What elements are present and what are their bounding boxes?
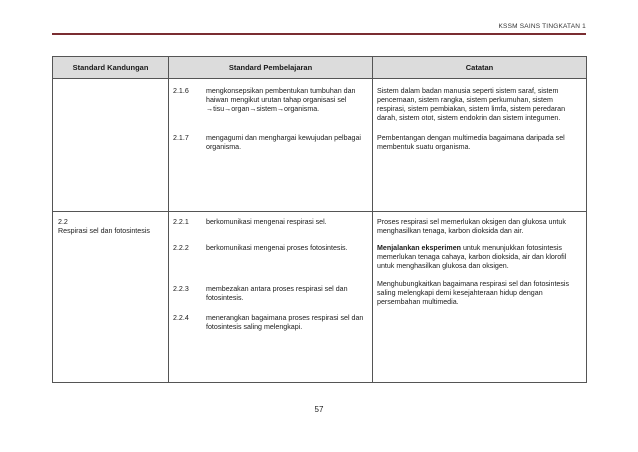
pembelajaran-cell: [169, 212, 373, 383]
learning-item: [169, 218, 372, 227]
catatan-note: [373, 87, 586, 123]
learning-text: mengkonsepsikan pembentukan tumbuhan dan haiwan mengikut urutan tahap organisasi sel →tisu→organ→sistem→organisma.: [206, 87, 356, 113]
learning-code: 2.2.3: [173, 285, 189, 293]
learning-item: [169, 285, 372, 303]
page-number: 57: [314, 405, 324, 414]
learning-item: [169, 244, 372, 253]
catatan-cell: [373, 212, 587, 383]
table-header-row: [53, 57, 587, 79]
learning-text: berkomunikasi mengenai respirasi sel.: [206, 218, 327, 226]
catatan-note: [373, 134, 586, 152]
learning-code: 2.2.2: [173, 244, 189, 252]
learning-text: menerangkan bagaimana proses respirasi sel dan fotosintesis saling melengkapi.: [206, 314, 364, 331]
learning-text: membezakan antara proses respirasi sel dan fotosintesis.: [206, 285, 348, 302]
table-row: [53, 79, 587, 212]
catatan-note-bold: Menjalankan eksperimen: [377, 244, 461, 252]
kandungan-cell: [53, 212, 169, 383]
header-rule: [52, 33, 586, 35]
catatan-note: [373, 218, 586, 236]
catatan-note: [373, 280, 586, 307]
kandungan-cell: [53, 79, 169, 212]
catatan-note-text: Menghubungkaitkan bagaimana respirasi sel dan fotosintesis saling melengkapi demi kesejahteraan hidup dengan persembahan multimedia.: [377, 280, 570, 306]
column-header-standard-kandungan: Standard Kandungan: [53, 57, 169, 79]
learning-item: [169, 134, 372, 152]
learning-item: [169, 87, 372, 114]
learning-code: 2.2.1: [173, 218, 189, 226]
learning-code: 2.2.4: [173, 314, 189, 322]
kandungan-code: 2.2: [58, 218, 68, 226]
kandungan-title: Respirasi sel dan fotosintesis: [58, 227, 150, 235]
catatan-note-text: Sistem dalam badan manusia seperti sistem saraf, sistem pencernaan, sistem rangka, sistem perkumuhan, sistem respirasi, sistem pembiakan, sistem limfa, sistem peredaran darah, sistem otot, sistem endokrin dan sistem integumen.: [377, 87, 566, 122]
learning-text: mengagumi dan menghargai kewujudan pelbagai organisma.: [206, 134, 361, 151]
curriculum-table: [52, 56, 587, 383]
learning-code: 2.1.6: [173, 87, 189, 95]
catatan-note: [373, 244, 586, 271]
kandungan-block: [53, 212, 168, 236]
kandungan-text: [53, 79, 168, 85]
catatan-note-text: Proses respirasi sel memerlukan oksigen dan glukosa untuk menghasilkan tenaga, karbon dioksida dan air.: [377, 218, 566, 235]
catatan-cell: [373, 79, 587, 212]
catatan-note-text: untuk menunjukkan fotosintesis memerlukan tenaga cahaya, karbon dioksida, air dan klorofil untuk menghasilkan glukosa dan oksigen.: [377, 244, 567, 270]
learning-item: [169, 314, 372, 332]
column-header-catatan: Catatan: [373, 57, 587, 79]
running-header: KSSM SAINS TINGKATAN 1: [498, 23, 586, 30]
learning-code: 2.1.7: [173, 134, 189, 142]
column-header-standard-pembelajaran: Standard Pembelajaran: [169, 57, 373, 79]
learning-text: berkomunikasi mengenai proses fotosintesis.: [206, 244, 348, 252]
catatan-note-text: Pembentangan dengan multimedia bagaimana daripada sel membentuk suatu organisma.: [377, 134, 565, 151]
pembelajaran-cell: [169, 79, 373, 212]
table-row: [53, 212, 587, 383]
